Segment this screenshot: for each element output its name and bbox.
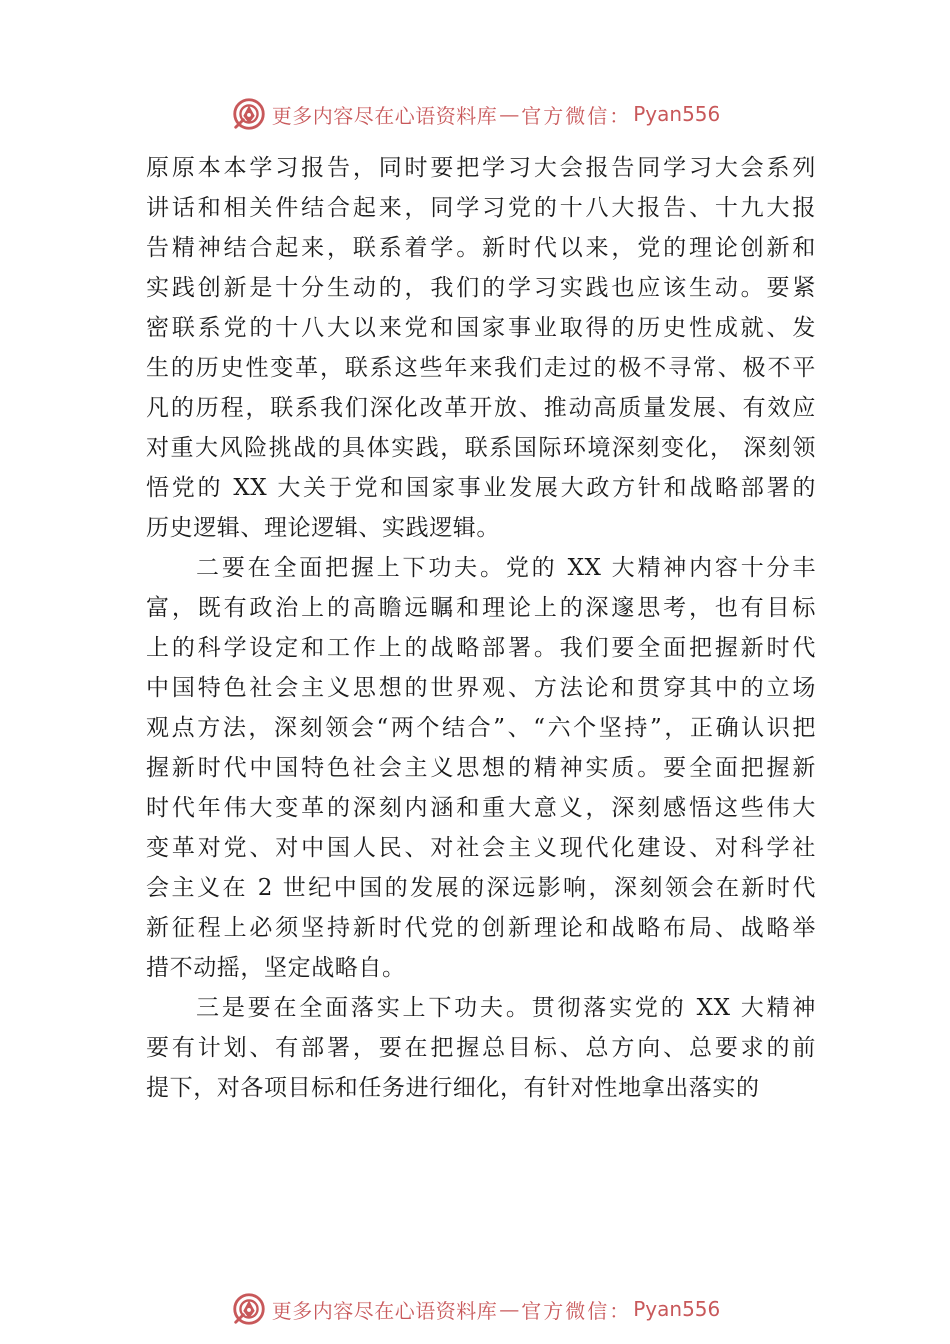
text-line: 凡的历程，联系我们深化改革开放、推动高质量发展、有效应: [146, 395, 816, 421]
watermark-dash: —: [499, 102, 520, 126]
watermark-dash: —: [499, 1297, 520, 1321]
text-line: 握新时代中国特色社会主义思想的精神实质。要全面把握新: [146, 755, 816, 781]
watermark-account: Pyan556: [633, 1297, 721, 1321]
text-line: 讲话和相关件结合起来，同学习党的十八大报告、十九大报: [146, 195, 816, 221]
pen-nib-logo-icon: [230, 95, 268, 133]
text-line: 告精神结合起来，联系着学。新时代以来，党的理论创新和: [146, 235, 816, 261]
text-line: 实践创新是十分生动的，我们的学习实践也应该生动。要紧: [146, 275, 816, 301]
text-line: 三是要在全面落实上下功夫。贯彻落实党的 XX 大精神: [196, 995, 816, 1021]
text-line: 新征程上必须坚持新时代党的创新理论和战略布局、战略举: [146, 915, 816, 941]
text-line: 悟党的 XX 大关于党和国家事业发展大政方针和战略部署的: [146, 475, 816, 501]
header-watermark: [0, 94, 950, 134]
text-line: 措不动摇，坚定战略自。: [146, 955, 406, 981]
footer-watermark: [0, 1289, 950, 1329]
text-line: 中国特色社会主义思想的世界观、方法论和贯穿其中的立场: [146, 675, 816, 701]
text-line: 提下，对各项目标和任务进行细化，有针对性地拿出落实的: [146, 1075, 760, 1101]
text-line: 富，既有政治上的高瞻远瞩和理论上的深邃思考，也有目标: [146, 595, 816, 621]
text-line: 历史逻辑、理论逻辑、实践逻辑。: [146, 515, 500, 541]
watermark-account-label: 官方微信：: [521, 1298, 632, 1323]
text-line: 要有计划、有部署，要在把握总目标、总方向、总要求的前: [146, 1035, 816, 1061]
watermark-account: Pyan556: [633, 102, 721, 126]
text-line: 二要在全面把握上下功夫。党的 XX 大精神内容十分丰: [196, 555, 816, 581]
text-line: 生的历史性变革，联系这些年来我们走过的极不寻常、极不平: [146, 355, 816, 381]
watermark-text: 更多内容尽在心语资料库: [271, 103, 498, 128]
watermark-text: 更多内容尽在心语资料库: [271, 1298, 498, 1323]
text-line: 原原本本学习报告，同时要把学习大会报告同学习大会系列: [146, 155, 816, 181]
text-line: 变革对党、对中国人民、对社会主义现代化建设、对科学社: [146, 835, 816, 861]
text-line: 上的科学设定和工作上的战略部署。我们要全面把握新时代: [146, 635, 816, 661]
document-body: [146, 148, 816, 1108]
text-line: 时代年伟大变革的深刻内涵和重大意义，深刻感悟这些伟大: [146, 795, 816, 821]
text-line: 对重大风险挑战的具体实践，联系国际环境深刻变化， 深刻领: [146, 435, 816, 461]
text-line: 会主义在 2 世纪中国的发展的深远影响，深刻领会在新时代: [146, 875, 816, 901]
text-line: 观点方法，深刻领会“两个结合”、“六个坚持”，正确认识把: [146, 715, 816, 741]
text-line: 密联系党的十八大以来党和国家事业取得的历史性成就、发: [146, 315, 816, 341]
watermark-account-label: 官方微信：: [521, 103, 632, 128]
pen-nib-logo-icon: [230, 1290, 268, 1328]
